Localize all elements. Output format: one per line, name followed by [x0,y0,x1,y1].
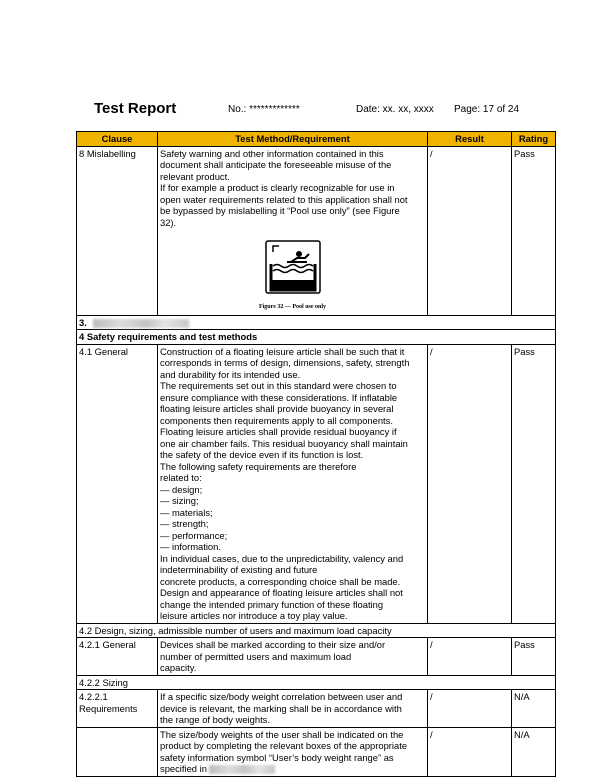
requirement-line: Floating leisure articles shall provide residual buoyancy if [160,426,397,437]
clause-column-header: Clause [77,132,158,147]
requirement-line: related to: [160,472,202,483]
result-column-header: Result [428,132,512,147]
requirement-line: safety information symbol “User’s body weight range” as [160,751,394,763]
requirement-line: — sizing; [160,495,199,506]
rating-cell: Pass [512,638,556,676]
rating-cell: N/A [512,690,556,728]
result-cell: / [428,146,512,315]
figure-caption: Figure 32 — Pool use only [258,304,327,310]
table-row [77,146,556,315]
figure-32 [160,228,425,314]
requirement-line: If for example a product is clearly recognizable for use in [160,182,395,193]
requirement-line: number of permitted users and maximum load [160,650,352,662]
requirement-line: Safety warning and other information contained in this [160,147,384,159]
requirement-cell [158,727,428,776]
table-row [77,623,556,638]
requirement-line: the safety of the device even if its function is lost. [160,449,364,460]
requirement-line: and durability for its intended use. [160,368,301,380]
clause-cell [77,727,158,776]
section-heading-text: 3. [79,316,87,328]
requirement-line: product by completing the relevant boxes of the appropriate [160,740,408,751]
rating-cell: N/A [512,727,556,776]
clause-cell: 4.2.1 General [77,638,158,676]
pool-use-only-icon [265,240,321,294]
table-row [77,330,556,345]
requirement-line: The size/body weights of the user shall be indicated on the [160,728,404,740]
requirement-cell [158,146,428,315]
requirement-line: Devices shall be marked according to their size and/or [160,639,386,650]
table-row [77,315,556,330]
requirement-line: document shall anticipate the foreseeable misuse of the [160,159,392,170]
requirement-line: one air chamber fails. This residual buoyancy shall maintain [160,437,408,449]
requirement-cell [158,344,428,623]
requirement-line: — information. [160,541,221,552]
requirement-cell [158,638,428,676]
requirement-line: — design; [160,483,203,495]
report-title: Test Report [94,100,177,117]
requirement-line: floating leisure articles shall provide buoyancy in several [160,403,394,414]
table-row [77,675,556,690]
clause-cell: 4.2.2.1 Requirements [77,690,158,728]
rating-cell: Pass [512,146,556,315]
section-heading [77,330,556,345]
requirement-line: components then requirements apply to all components. [160,414,393,426]
requirement-line: change the intended primary function of these floating [160,598,384,610]
requirement-line: — performance; [160,529,228,541]
section-heading-text: 4 Safety requirements and test methods [79,331,258,342]
result-cell: / [428,727,512,776]
requirement-line: 32). [160,216,177,228]
subsection-heading: 4.2.2 Sizing [77,675,556,690]
result-cell: / [428,344,512,623]
requirement-line: capacity. [160,662,197,673]
requirement-line: specified in [160,763,425,775]
requirement-line: Design and appearance of floating leisure articles shall not [160,587,403,598]
requirement-line: ensure compliance with these considerations. If inflatable [160,391,398,403]
report-table [76,131,556,777]
table-row [77,344,556,623]
requirement-line: be bypassed by mislabelling it “Pool use only” (see Figure [160,205,400,216]
method-column-header: Test Method/Requirement [158,132,428,147]
requirement-line: indeterminability of existing and future [160,564,318,575]
redacted-text [93,319,189,328]
clause-cell: 4.1 General [77,344,158,623]
requirement-line: leisure articles nor introduce a toy play value. [160,610,348,621]
requirement-line: device is relevant, the marking shall be in accordance with [160,702,402,714]
requirement-line: The requirements set out in this standard were chosen to [160,380,397,391]
rating-cell: Pass [512,344,556,623]
requirement-line: — strength; [160,518,209,529]
requirement-line: the range of body weights. [160,714,270,725]
report-header [0,98,600,122]
table-row [77,727,556,776]
requirement-line: If a specific size/body weight correlation between user and [160,691,403,702]
redacted-text [209,765,275,774]
clause-cell: 8 Mislabelling [77,146,158,315]
requirement-line: In individual cases, due to the unpredictability, valency and [160,552,404,564]
page-number: Page: 17 of 24 [454,104,520,115]
requirement-line: open water requirements related to this application shall not [160,193,408,205]
result-cell: / [428,638,512,676]
section-heading [77,315,556,330]
requirement-line: relevant product. [160,170,230,182]
result-cell: / [428,690,512,728]
requirement-line: — materials; [160,506,213,518]
requirement-line: corresponds in terms of design, dimensions, safety, strength [160,357,410,368]
subsection-heading: 4.2 Design, sizing, admissible number of users and maximum load capacity [77,623,556,638]
requirement-line: concrete products, a corresponding choice shall be made. [160,575,401,587]
report-date: Date: xx. xx, xxxx [356,104,434,115]
requirement-line: Construction of a floating leisure article shall be such that it [160,345,405,357]
table-row [77,638,556,676]
report-number: No.: ************* [228,104,300,115]
requirement-line: The following safety requirements are therefore [160,460,357,472]
requirement-cell [158,690,428,728]
table-row [77,690,556,728]
rating-column-header: Rating [512,132,556,147]
table-header-row [77,132,556,147]
